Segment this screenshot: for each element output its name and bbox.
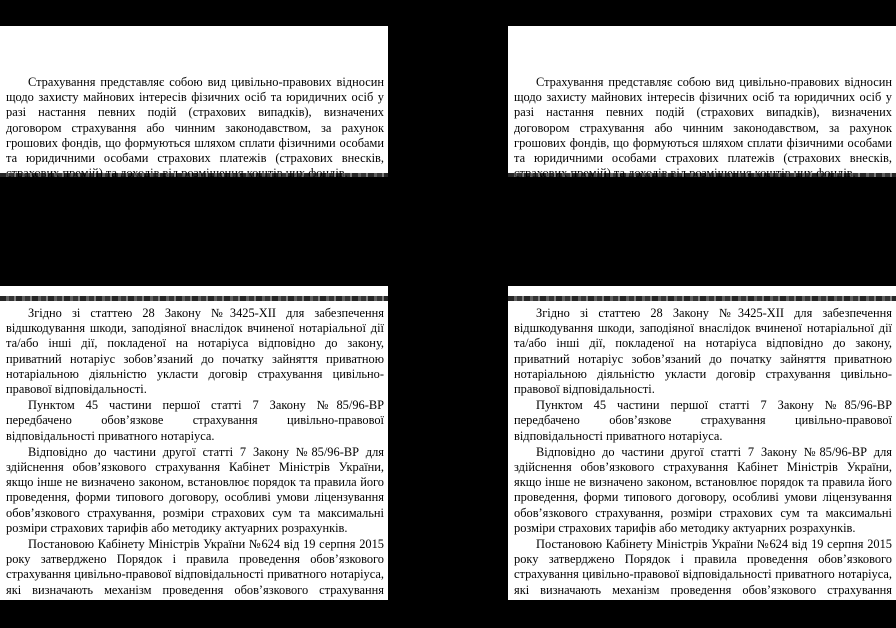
page-pane-right bbox=[508, 0, 896, 628]
cropped-text-line bbox=[0, 296, 388, 301]
paragraph: Страхування представляє собою вид цивільно-правових відносин щодо захисту майнових інтересів фізичних осіб та юридичних осіб у разі настання певних подій (страхових випадків), визначених договором страхування або чинним законодавством, за рахунок грошових фондів, що формуються шляхом сплати фізичними особами та юридичними особами страхових платежів (страхових внесків, bbox=[514, 75, 892, 166]
paragraph: Страхування представляє собою вид цивільно-правових відносин щодо захисту майнових інтересів фізичних осіб та юридичних осіб у разі настання певних подій (страхових випадків), визначених договором страхування або чинним законодавством, за рахунок грошових фондів, що формуються шляхом сплати фізичними особами та юридичними особами страхових платежів (страхових внесків, bbox=[6, 75, 384, 166]
text-fragment-bottom bbox=[508, 286, 896, 628]
text-fragment-bottom bbox=[0, 286, 388, 628]
paragraph: Постановою Кабінету Міністрів України №624 від 19 серпня 2015 року затверджено Порядок і правила проведення обов’язкового страхування цивільно-правової відповідальності приватного нотаріуса, які визначають механізм проведення обов’язкового страхування цивільно-правової відповідальності приватних нотаріусів під час вчинення ними bbox=[514, 537, 892, 628]
text-fragment-top bbox=[0, 26, 388, 177]
cropped-text-line bbox=[508, 296, 896, 301]
page-pane-left bbox=[0, 0, 388, 628]
cropped-text-line bbox=[508, 173, 896, 177]
paragraph: Згідно зі статтею 28 Закону №3425-XII для забезпечення відшкодування шкоди, заподіяної внаслідок вчиненої нотаріальної дії та/або інші дії, покладеної на нотаріуса відповідно до закону, приватний нотаріус зобов’язаний до початку зайняття приватною нотаріальною діяльністю укласти договір страхування цивільно-правової відповідальності. bbox=[6, 306, 384, 397]
paragraph: Пунктом 45 частини першої статті 7 Закону №85/96-ВР передбачено обов’язкове страхування цивільно-правової відповідальності приватного нотаріуса. bbox=[6, 398, 384, 443]
text-fragment-top bbox=[508, 26, 896, 177]
cropped-text-line bbox=[0, 173, 388, 177]
paragraph: Пунктом 45 частини першої статті 7 Закону №85/96-ВР передбачено обов’язкове страхування цивільно-правової відповідальності приватного нотаріуса. bbox=[514, 398, 892, 443]
paragraph: Постановою Кабінету Міністрів України №624 від 19 серпня 2015 року затверджено Порядок і правила проведення обов’язкового страхування цивільно-правової відповідальності приватного нотаріуса, які визначають механізм проведення обов’язкового страхування цивільно-правової відповідальності приватних нотаріусів під час вчинення ними bbox=[6, 537, 384, 628]
paragraph: Відповідно до частини другої статті 7 Закону №85/96-ВР для здійснення обов’язкового страхування Кабінет Міністрів України, якщо інше не визначено законом, встановлює порядок та правила його проведення, форми типового договору, особливі умови ліцензування обов’язкового страхування, розміри страхових сум та максимальні розміри страхових тарифів або методику актуарних розрахунків. bbox=[6, 444, 384, 535]
paragraph: Відповідно до частини другої статті 7 Закону №85/96-ВР для здійснення обов’язкового страхування Кабінет Міністрів України, якщо інше не визначено законом, встановлює порядок та правила його проведення, форми типового договору, особливі умови ліцензування обов’язкового страхування, розміри страхових сум та максимальні розміри страхових тарифів або методику актуарних розрахунків. bbox=[514, 444, 892, 535]
paragraph: Згідно зі статтею 28 Закону №3425-XII для забезпечення відшкодування шкоди, заподіяної внаслідок вчиненої нотаріальної дії та/або інші дії, покладеної на нотаріуса відповідно до закону, приватний нотаріус зобов’язаний до початку зайняття приватною нотаріальною діяльністю укласти договір страхування цивільно-правової відповідальності. bbox=[514, 306, 892, 397]
